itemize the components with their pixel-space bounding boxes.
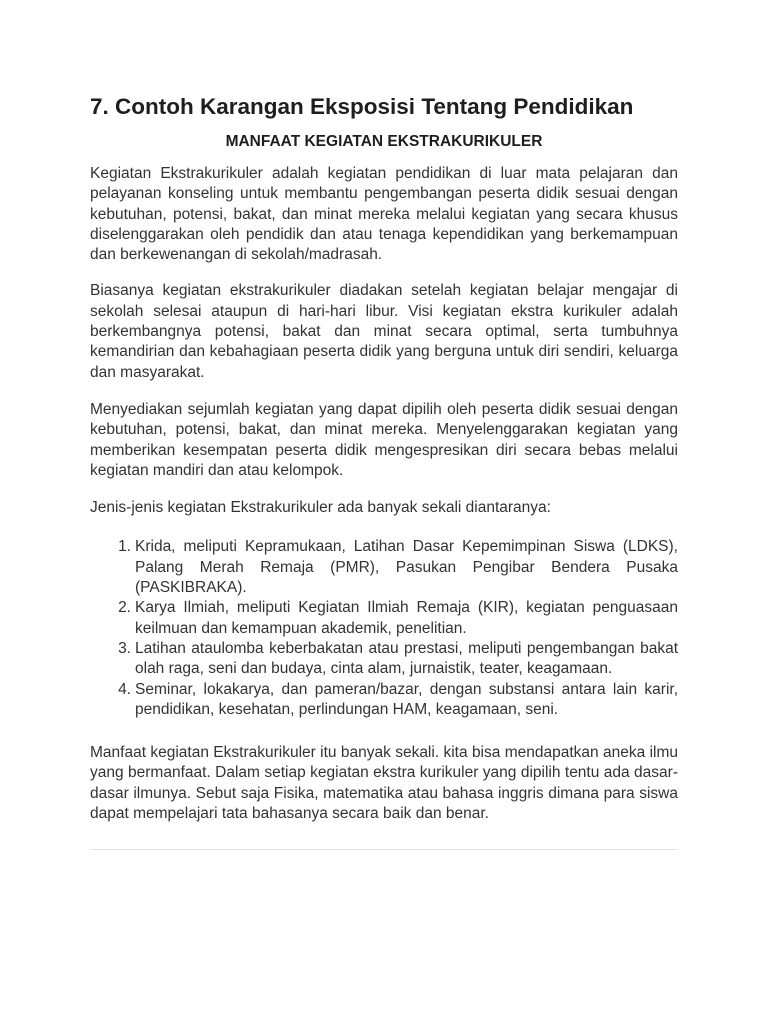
list-item-number: 4.: [118, 680, 131, 698]
paragraph-list-intro: Jenis-jenis kegiatan Ekstrakurikuler ada banyak sekali diantaranya:: [90, 499, 551, 517]
activity-type-list: [90, 537, 678, 720]
list-item-text: Latihan ataulomba keberbakatan atau prestasi, meliputi pengembangan bakat olah raga, seni dan budaya, cinta alam, jurnaistik, teater, keagamaan.: [135, 639, 678, 678]
list-item: [90, 639, 678, 680]
paragraph-vision: Biasanya kegiatan ekstrakurikuler diadakan setelah kegiatan belajar mengajar di sekolah selesai ataupun di hari-hari libur. Visi kegiatan ekstra kurikuler adalah berkembangnya potensi, bakat dan minat secara optimal, serta tumbuhnya kemandirian dan kebahagiaan peserta didik yang berguna untuk diri sendiri, keluarga dan masyarakat.: [90, 282, 678, 381]
list-item: [90, 680, 678, 721]
list-item-text: Seminar, lokakarya, dan pameran/bazar, dengan substansi antara lain karir, pendidikan, kesehatan, perlindungan HAM, keagamaan, seni.: [135, 680, 678, 718]
section-divider: [90, 849, 678, 850]
paragraph-definition: Kegiatan Ekstrakurikuler adalah kegiatan pendidikan di luar mata pelajaran dan pelayanan konseling untuk membantu pengembangan peserta didik sesuai dengan kebutuhan, potensi, bakat, dan minat mereka melalui kegiatan yang secara khusus diselenggarakan oleh pendidik dan atau tenaga kependidikan yang berkemampuan dan berkewenangan di sekolah/madrasah.: [90, 165, 678, 264]
paragraph-benefits: Manfaat kegiatan Ekstrakurikuler itu banyak sekali. kita bisa mendapatkan aneka ilmu yang bermanfaat. Dalam setiap kegiatan ekstra kurikuler yang dipilih tentu ada dasar-dasar ilmunya. Sebut saja Fisika, matematika atau bahasa inggris dimana para siswa dapat mempelajari tata bahasanya secara baik dan benar.: [90, 744, 678, 823]
list-item-number: 2.: [118, 599, 131, 617]
list-item-number: 1.: [118, 538, 131, 556]
document-page: [90, 92, 678, 850]
list-item: [90, 598, 678, 639]
list-item-text: Karya Ilmiah, meliputi Kegiatan Ilmiah Remaja (KIR), kegiatan penguasaan keilmuan dan kemampuan akademik, penelitian.: [135, 599, 678, 637]
article-title: 7. Contoh Karangan Eksposisi Tentang Pendidikan: [90, 94, 634, 119]
paragraph-purpose: Menyediakan sejumlah kegiatan yang dapat dipilih oleh peserta didik sesuai dengan kebutuhan, potensi, bakat, dan minat mereka. Menyelenggarakan kegiatan yang memberikan kesempatan peserta didik mengespresikan diri secara bebas melalui kegiatan mandiri dan atau kelompok.: [90, 400, 678, 479]
list-item-number: 3.: [118, 639, 131, 657]
article-subtitle: MANFAAT KEGIATAN EKSTRAKURIKULER: [225, 133, 543, 150]
list-item-text: Krida, meliputi Kepramukaan, Latihan Dasar Kepemimpinan Siswa (LDKS), Palang Merah Remaja (PMR), Pasukan Pengibar Bendera Pusaka (PASKIBRAKA).: [135, 538, 678, 597]
list-item: [90, 537, 678, 598]
